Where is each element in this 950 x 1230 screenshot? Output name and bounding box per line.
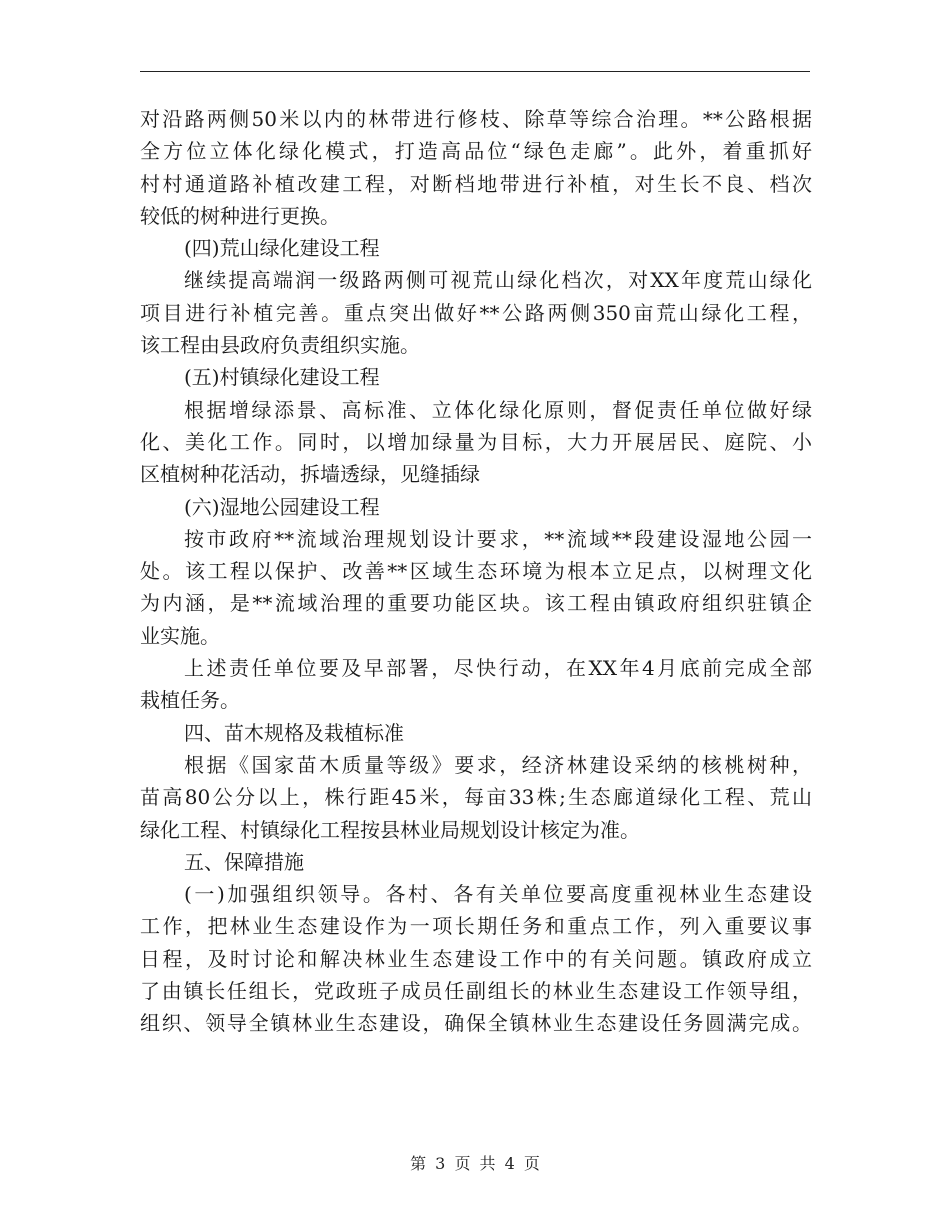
body-line: 苗高80公分以上，株行距45米，每亩33株;生态廊道绿化工程、荒山	[140, 785, 812, 810]
body-line: 按市政府**流域治理规划设计要求，**流域**段建设湿地公园一	[184, 526, 812, 551]
body-line: 处。该工程以保护、改善**区域生态环境为根本立足点，以树理文化	[140, 559, 812, 584]
body-line: 根据《国家苗木质量等级》要求，经济林建设采纳的核桃树种，	[184, 752, 812, 777]
body-line: 村村通道路补植改建工程，对断档地带进行补植，对生长不良、档次	[140, 171, 812, 196]
body-line: 根据增绿添景、高标准、立体化绿化原则，督促责任单位做好绿	[184, 397, 812, 422]
body-line: (一)加强组织领导。各村、各有关单位要高度重视林业生态建设	[184, 882, 812, 907]
section-heading: (五)村镇绿化建设工程	[184, 365, 380, 390]
section-heading: (六)湿地公园建设工程	[184, 494, 380, 519]
body-line: 区植树种花活动，拆墙透绿，见缝插绿	[140, 462, 480, 487]
body-line: 继续提高端润一级路两侧可视荒山绿化档次，对XX年度荒山绿化	[184, 268, 812, 293]
body-line: 为内涵，是**流域治理的重要功能区块。该工程由镇政府组织驻镇企	[140, 591, 812, 616]
body-line: 栽植任务。	[140, 688, 240, 713]
body-line: 上述责任单位要及早部署，尽快行动，在XX年4月底前完成全部	[184, 656, 812, 681]
document-body	[140, 103, 812, 1040]
body-line: 绿化工程、村镇绿化工程按县林业局规划设计核定为准。	[140, 817, 640, 842]
body-line: 对沿路两侧50米以内的林带进行修枝、除草等综合治理。**公路根据	[140, 107, 812, 131]
header-rule	[140, 71, 810, 72]
body-line: 了由镇长任组长，党政班子成员任副组长的林业生态建设工作领导组，	[140, 979, 812, 1004]
body-line: 化、美化工作。同时，以增加绿量为目标，大力开展居民、庭院、小	[140, 429, 812, 454]
body-line: 全方位立体化绿化模式，打造高品位“绿色走廊”。此外，着重抓好	[140, 139, 812, 164]
page-number: 第 3 页 共 4 页	[410, 1154, 540, 1173]
body-line: 该工程由县政府负责组织实施。	[140, 333, 420, 358]
section-heading: 四、苗木规格及栽植标准	[184, 720, 404, 745]
body-line: 业实施。	[140, 623, 220, 648]
body-line: 日程，及时讨论和解决林业生态建设工作中的有关问题。镇政府成立	[140, 946, 812, 971]
section-heading: 五、保障措施	[184, 849, 304, 874]
body-line: 较低的树种进行更换。	[140, 203, 340, 228]
body-line: 项目进行补植完善。重点突出做好**公路两侧350亩荒山绿化工程，	[140, 300, 812, 325]
body-line: 组织、领导全镇林业生态建设，确保全镇林业生态建设任务圆满完成。	[140, 1011, 812, 1036]
section-heading: (四)荒山绿化建设工程	[184, 236, 380, 261]
body-line: 工作，把林业生态建设作为一项长期任务和重点工作，列入重要议事	[140, 914, 812, 939]
